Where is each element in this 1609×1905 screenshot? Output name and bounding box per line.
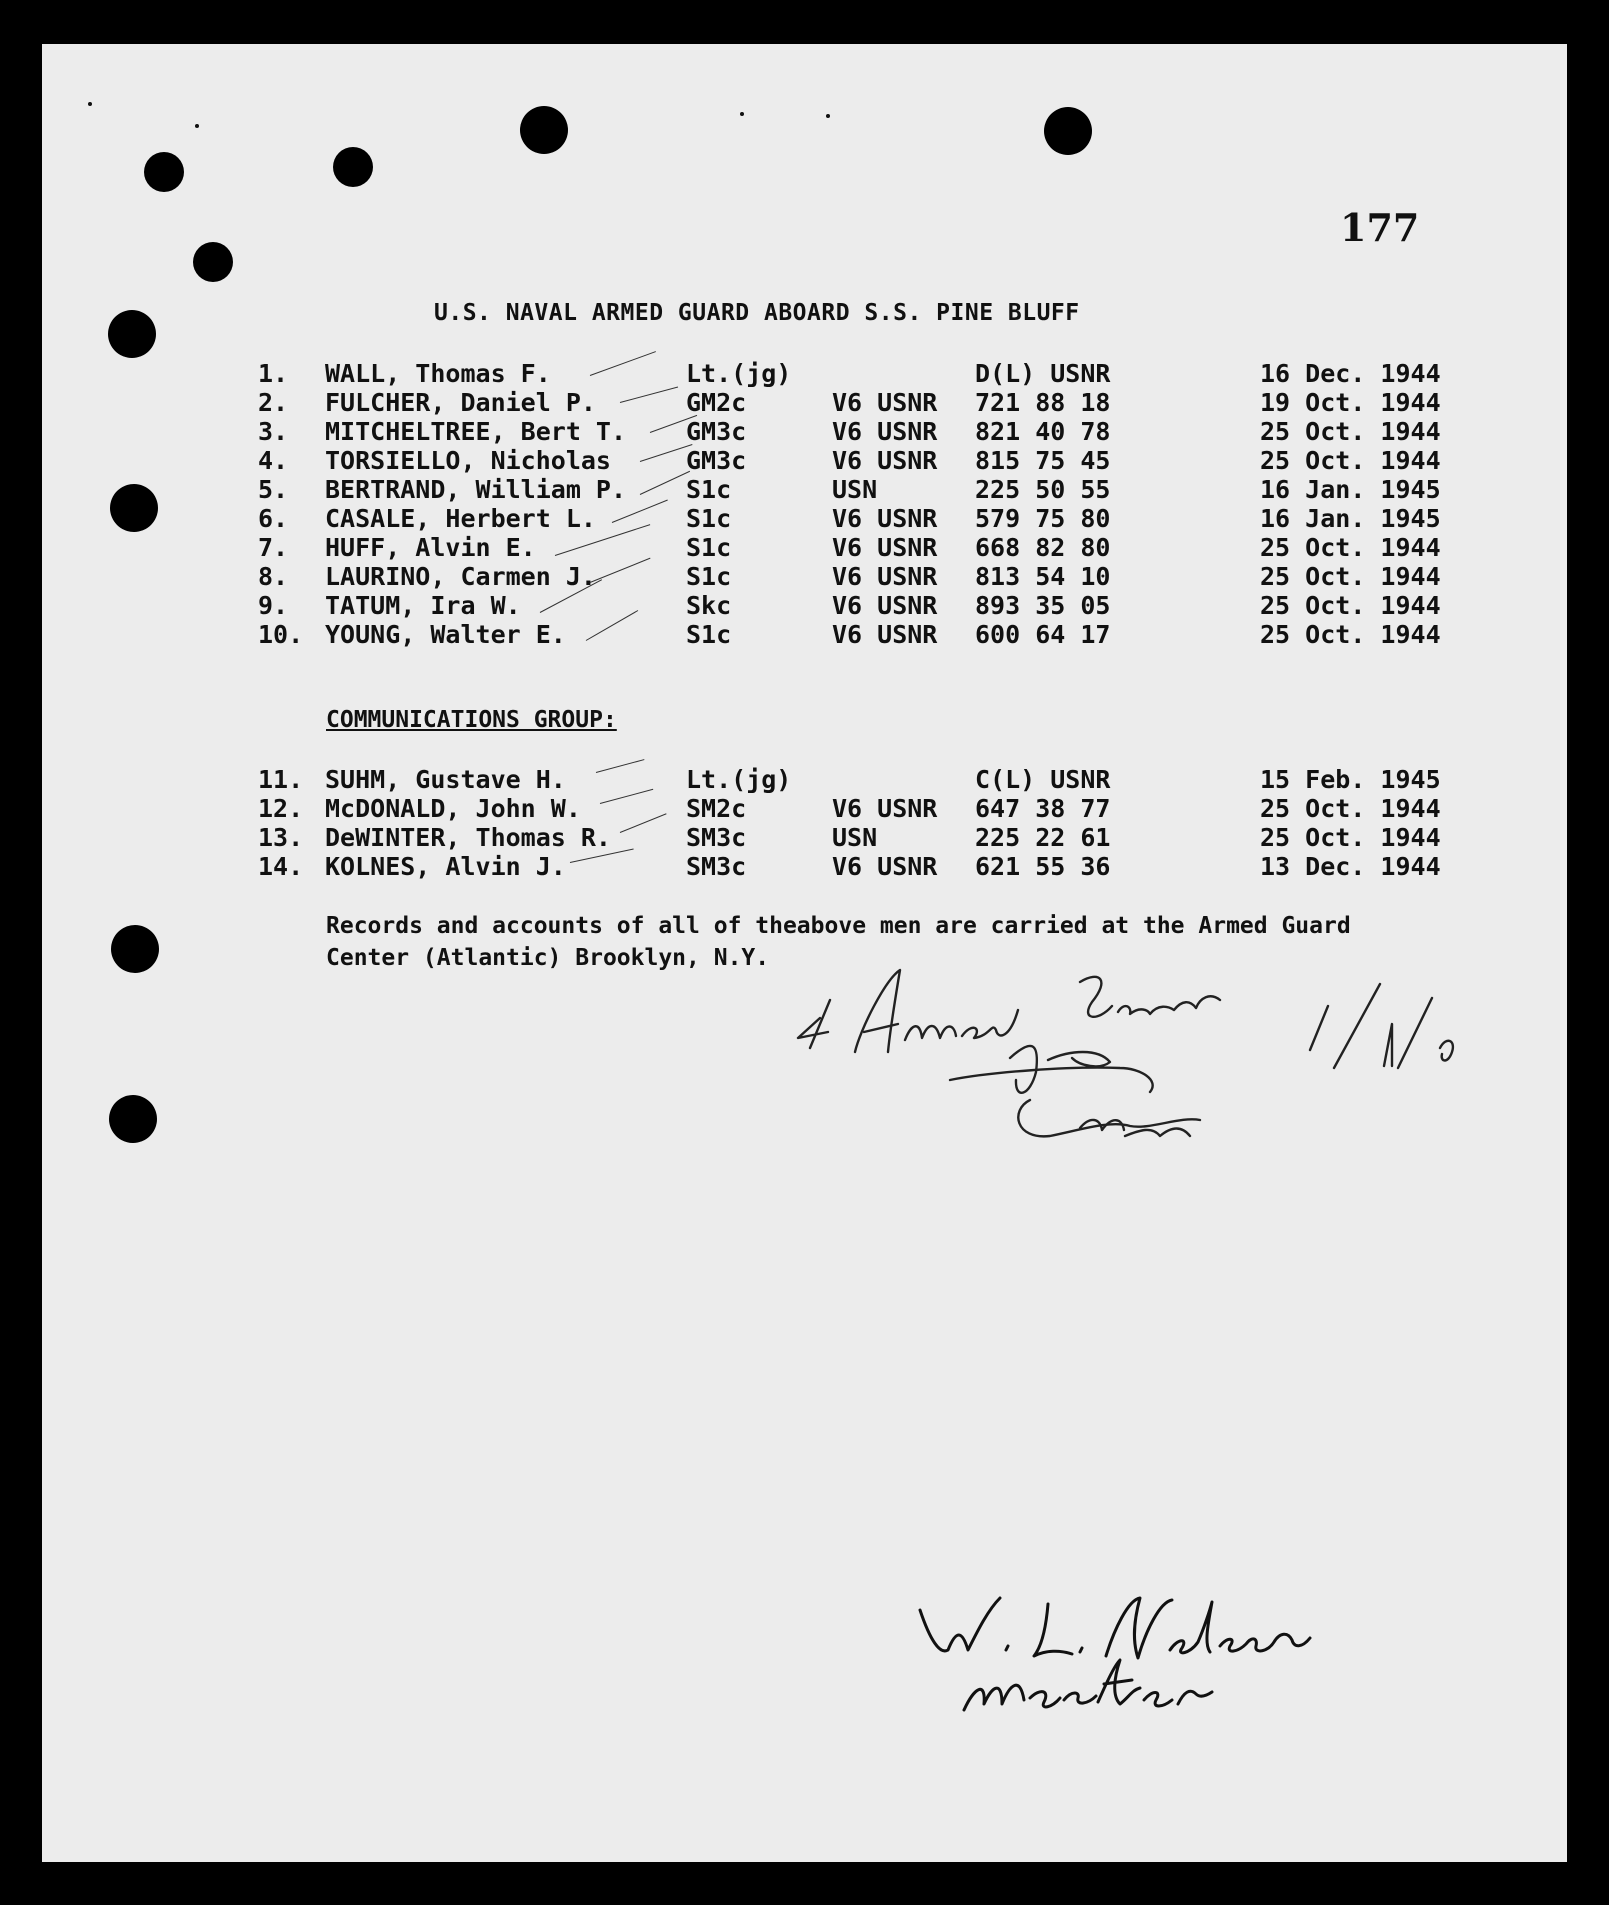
crew-rate: SM3c [686, 852, 747, 881]
row-number: 12. [258, 794, 304, 823]
row-number: 14. [258, 852, 304, 881]
speck [88, 102, 92, 106]
crew-service-number: 813 54 10 [975, 562, 1111, 591]
row-number: 8. [258, 562, 289, 591]
crew-rate: GM3c [686, 446, 747, 475]
crew-service-number: 815 75 45 [975, 446, 1111, 475]
punch-hole [111, 925, 159, 973]
roster-row [0, 388, 1609, 417]
roster-row [0, 794, 1609, 823]
crew-service-number: D(L) USNR [975, 359, 1111, 388]
roster-row [0, 765, 1609, 794]
row-number: 1. [258, 359, 289, 388]
crew-rate: GM3c [686, 417, 747, 446]
crew-date: 25 Oct. 1944 [1260, 417, 1441, 446]
crew-name: MITCHELTREE, Bert T. [325, 417, 627, 446]
crew-name: HUFF, Alvin E. [325, 533, 536, 562]
crew-rate: S1c [686, 533, 732, 562]
crew-date: 25 Oct. 1944 [1260, 533, 1441, 562]
row-number: 9. [258, 591, 289, 620]
crew-rate: GM2c [686, 388, 747, 417]
crew-date: 25 Oct. 1944 [1260, 620, 1441, 649]
roster-row [0, 475, 1609, 504]
crew-service-number: C(L) USNR [975, 765, 1111, 794]
crew-service-number: 600 64 17 [975, 620, 1111, 649]
crew-name: KOLNES, Alvin J. [325, 852, 566, 881]
crew-component: USN [832, 475, 878, 504]
crew-date: 16 Jan. 1945 [1260, 475, 1441, 504]
crew-service-number: 647 38 77 [975, 794, 1111, 823]
crew-component: V6 USNR [832, 388, 938, 417]
row-number: 3. [258, 417, 289, 446]
roster-row [0, 562, 1609, 591]
crew-name: YOUNG, Walter E. [325, 620, 566, 649]
crew-name: TATUM, Ira W. [325, 591, 521, 620]
crew-service-number: 668 82 80 [975, 533, 1111, 562]
crew-component: V6 USNR [832, 504, 938, 533]
crew-service-number: 893 35 05 [975, 591, 1111, 620]
master-signature [900, 1580, 1340, 1760]
crew-name: WALL, Thomas F. [325, 359, 551, 388]
crew-date: 25 Oct. 1944 [1260, 794, 1441, 823]
crew-name: LAURINO, Carmen J. [325, 562, 596, 591]
crew-service-number: 225 50 55 [975, 475, 1111, 504]
handwritten-annotation [780, 940, 1540, 1180]
roster-row [0, 417, 1609, 446]
roster-row [0, 823, 1609, 852]
crew-name: SUHM, Gustave H. [325, 765, 566, 794]
row-number: 4. [258, 446, 289, 475]
crew-component: V6 USNR [832, 620, 938, 649]
punch-hole [520, 106, 568, 154]
crew-component: V6 USNR [832, 852, 938, 881]
roster-row [0, 852, 1609, 881]
crew-service-number: 821 40 78 [975, 417, 1111, 446]
crew-date: 13 Dec. 1944 [1260, 852, 1441, 881]
punch-hole [1044, 107, 1092, 155]
punch-hole [333, 147, 373, 187]
crew-date: 19 Oct. 1944 [1260, 388, 1441, 417]
punch-hole [144, 152, 184, 192]
speck [740, 112, 744, 116]
crew-date: 25 Oct. 1944 [1260, 446, 1441, 475]
crew-rate: Lt.(jg) [686, 359, 792, 388]
communications-heading: COMMUNICATIONS GROUP: [326, 707, 617, 733]
crew-service-number: 225 22 61 [975, 823, 1111, 852]
row-number: 6. [258, 504, 289, 533]
roster-row [0, 504, 1609, 533]
crew-name: DeWINTER, Thomas R. [325, 823, 611, 852]
page-number: 177 [1340, 205, 1420, 250]
crew-date: 15 Feb. 1945 [1260, 765, 1441, 794]
roster-row [0, 591, 1609, 620]
crew-date: 25 Oct. 1944 [1260, 591, 1441, 620]
crew-name: CASALE, Herbert L. [325, 504, 596, 533]
crew-component: V6 USNR [832, 533, 938, 562]
row-number: 13. [258, 823, 304, 852]
crew-name: BERTRAND, William P. [325, 475, 627, 504]
row-number: 11. [258, 765, 304, 794]
crew-date: 16 Dec. 1944 [1260, 359, 1441, 388]
crew-component: V6 USNR [832, 562, 938, 591]
row-number: 5. [258, 475, 289, 504]
roster-row [0, 359, 1609, 388]
crew-service-number: 721 88 18 [975, 388, 1111, 417]
crew-component: V6 USNR [832, 794, 938, 823]
crew-component: USN [832, 823, 878, 852]
crew-rate: S1c [686, 562, 732, 591]
row-number: 10. [258, 620, 304, 649]
crew-service-number: 621 55 36 [975, 852, 1111, 881]
row-number: 2. [258, 388, 289, 417]
crew-name: FULCHER, Daniel P. [325, 388, 596, 417]
crew-date: 25 Oct. 1944 [1260, 823, 1441, 852]
speck [826, 114, 830, 118]
crew-rate: S1c [686, 475, 732, 504]
punch-hole [108, 310, 156, 358]
crew-component: V6 USNR [832, 591, 938, 620]
crew-date: 16 Jan. 1945 [1260, 504, 1441, 533]
crew-rate: Skc [686, 591, 732, 620]
crew-name: TORSIELLO, Nicholas [325, 446, 611, 475]
roster-row [0, 620, 1609, 649]
speck [195, 124, 199, 128]
crew-date: 25 Oct. 1944 [1260, 562, 1441, 591]
crew-service-number: 579 75 80 [975, 504, 1111, 533]
crew-rate: SM3c [686, 823, 747, 852]
crew-component: V6 USNR [832, 417, 938, 446]
crew-rate: S1c [686, 504, 732, 533]
punch-hole [193, 242, 233, 282]
row-number: 7. [258, 533, 289, 562]
crew-name: McDONALD, John W. [325, 794, 581, 823]
crew-component: V6 USNR [832, 446, 938, 475]
punch-hole [109, 1095, 157, 1143]
records-footnote: Records and accounts of all of theabove men are carried at the Armed Guard Center (Atlantic) Brooklyn, N.Y. [326, 913, 1351, 971]
page-title: U.S. NAVAL ARMED GUARD ABOARD S.S. PINE BLUFF [434, 300, 1080, 326]
crew-rate: SM2c [686, 794, 747, 823]
crew-rate: S1c [686, 620, 732, 649]
roster-row [0, 446, 1609, 475]
roster-row [0, 533, 1609, 562]
crew-rate: Lt.(jg) [686, 765, 792, 794]
